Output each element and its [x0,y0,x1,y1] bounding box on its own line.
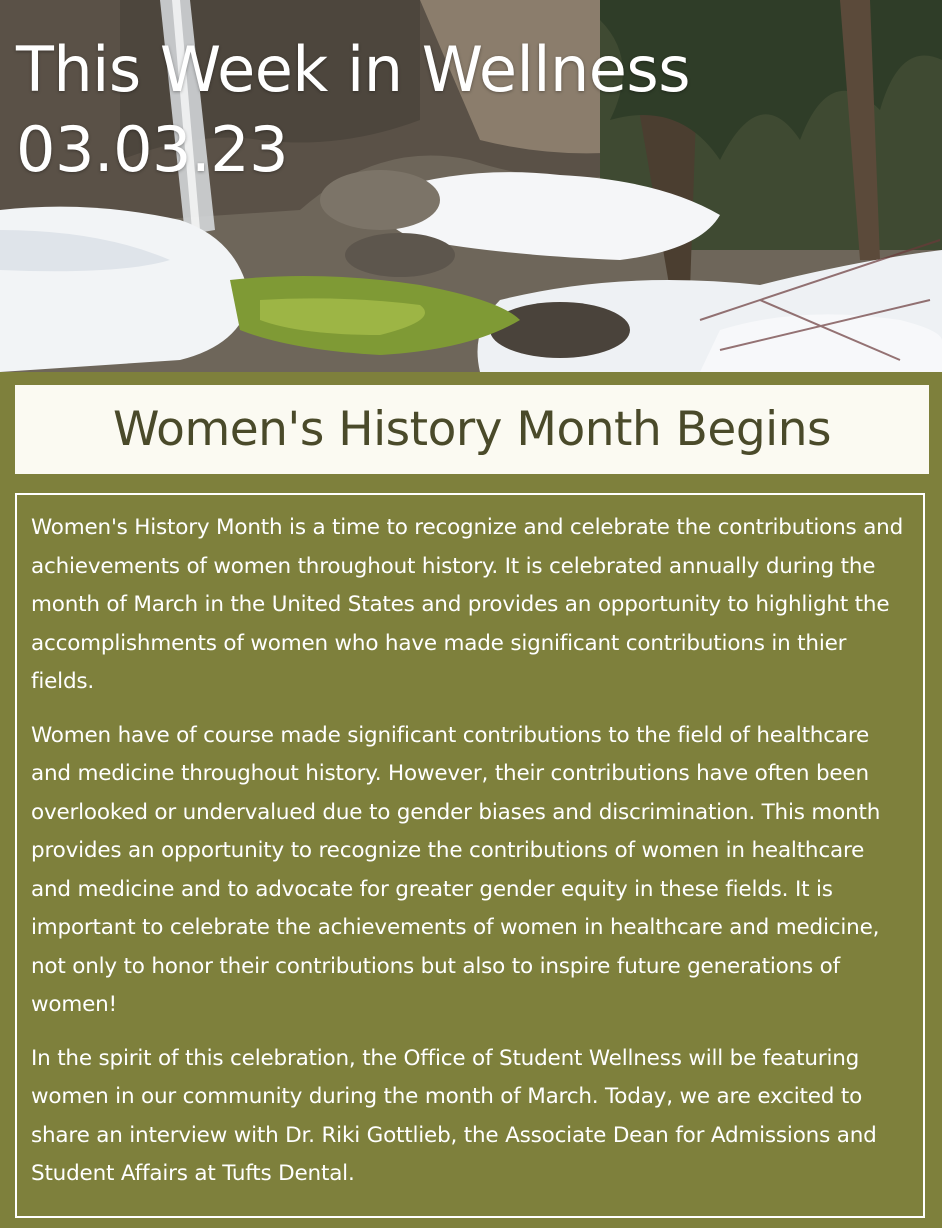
article-paragraph: In the spirit of this celebration, the Office of Student Wellness will be featuring women in our community during the month of March. Today, we are excited to share an interview with Dr. Riki Gottlieb, the Associate Dean for Admissions and Student Affairs at Tufts Dental. [31,1045,877,1186]
hero-banner [0,0,942,372]
section-heading-band [15,385,929,474]
article-body [15,493,925,1218]
article-paragraph: Women have of course made significant contributions to the field of healthcare and medicine throughout history. However, their contributions have often been overlooked or undervalued due to gender biases and discrimination. This month provides an opportunity to recognize the contributions of women in healthcare and medicine and to advocate for greater gender equity in these fields. It is important to celebrate the achievements of women in healthcare and medicine, not only to honor their contributions but also to inspire future generations of women! [31,722,881,1017]
article-paragraph: Women's History Month is a time to recognize and celebrate the contributions and achievements of women throughout history. It is celebrated annually during the month of March in the United States and provides an opportunity to highlight the accomplishments of women who have made significant contributions in thier fields. [31,515,904,694]
section-heading: Women's History Month Begins [112,402,832,457]
newsletter-title-line1: This Week in Wellness [16,33,691,106]
newsletter-date: 03.03.23 [16,113,289,186]
newsletter-title [16,30,690,190]
